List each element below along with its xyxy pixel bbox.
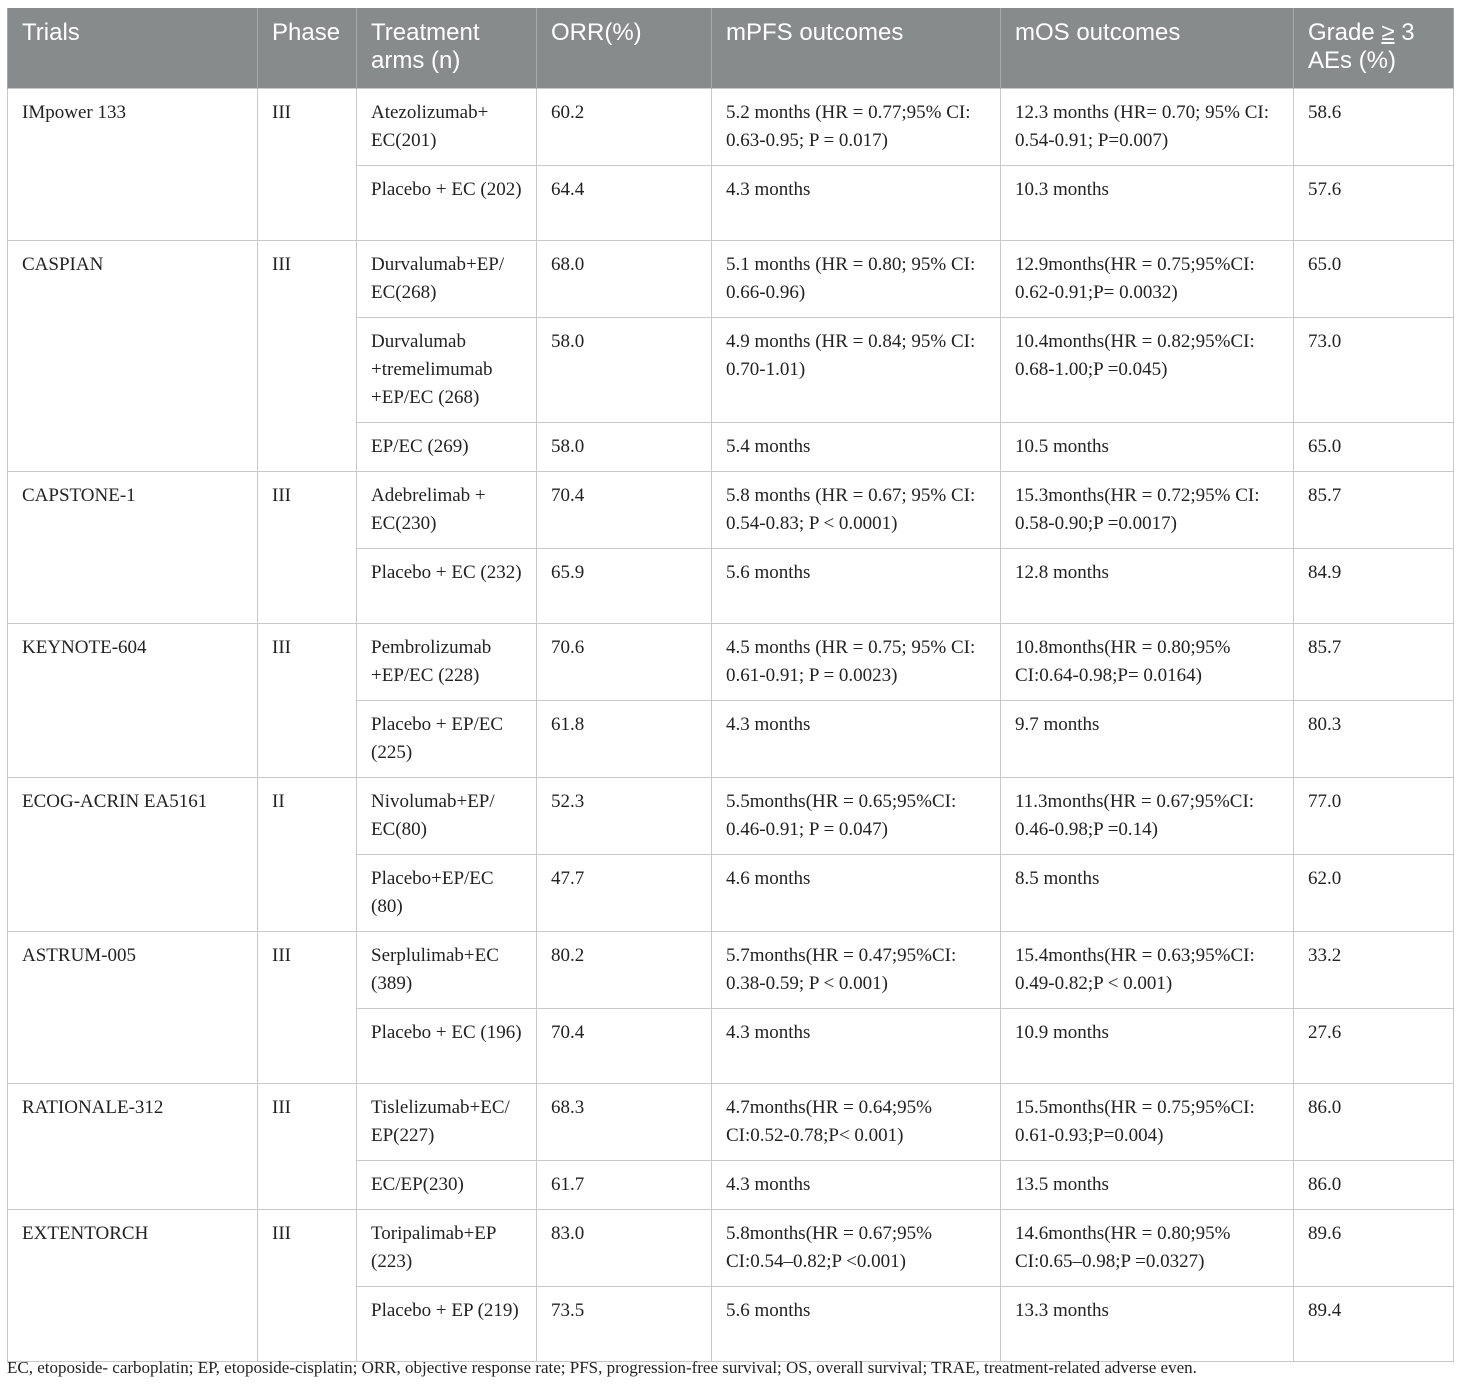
mpfs-value: 5.8 months (HR = 0.67; 95% CI: 0.54-0.83; P < 0.0001): [712, 472, 1001, 549]
mos-value: 10.4months(HR = 0.82;95%CI: 0.68-1.00;P =0.045): [1001, 318, 1294, 423]
mos-value: 10.9 months: [1001, 1009, 1294, 1084]
mpfs-value: 5.2 months (HR = 0.77;95% CI: 0.63-0.95; P = 0.017): [712, 89, 1001, 166]
trial-name: EXTENTORCH: [8, 1210, 258, 1362]
trial-phase: III: [258, 89, 357, 241]
ae-value: 65.0: [1294, 241, 1454, 318]
trial-name: RATIONALE-312: [8, 1084, 258, 1210]
header-orr: ORR(%): [537, 8, 712, 89]
table-row: [8, 932, 1454, 1009]
table-footnote: EC, etoposide- carboplatin; EP, etoposide-cisplatin; ORR, objective response rate; PFS, progression-free survival; OS, overall survival; TRAE, treatment-related adverse even.: [7, 1358, 1197, 1377]
table-row: [8, 472, 1454, 549]
ae-value: 86.0: [1294, 1161, 1454, 1210]
treatment-arm: Atezolizumab+ EC(201): [357, 89, 537, 166]
orr-value: 70.6: [537, 624, 712, 701]
grade-suffix: 3 AEs (%): [1308, 19, 1415, 74]
treatment-arm: EP/EC (269): [357, 423, 537, 472]
trial-phase: II: [258, 778, 357, 932]
ae-value: 33.2: [1294, 932, 1454, 1009]
mos-value: 10.3 months: [1001, 166, 1294, 241]
treatment-arm: Placebo + EC (232): [357, 549, 537, 624]
ae-value: 27.6: [1294, 1009, 1454, 1084]
ae-value: 80.3: [1294, 701, 1454, 778]
ae-value: 77.0: [1294, 778, 1454, 855]
table-row: [8, 1210, 1454, 1287]
orr-value: 61.8: [537, 701, 712, 778]
treatment-arm: Placebo + EC (196): [357, 1009, 537, 1084]
mos-value: 15.4months(HR = 0.63;95%CI: 0.49-0.82;P < 0.001): [1001, 932, 1294, 1009]
mpfs-value: 4.9 months (HR = 0.84; 95% CI: 0.70-1.01): [712, 318, 1001, 423]
grade-prefix: Grade: [1308, 19, 1382, 46]
orr-value: 68.0: [537, 241, 712, 318]
header-trials: Trials: [8, 8, 258, 89]
mos-value: 8.5 months: [1001, 855, 1294, 932]
table-row: [8, 89, 1454, 166]
orr-value: 73.5: [537, 1287, 712, 1362]
mos-value: 12.8 months: [1001, 549, 1294, 624]
trial-name: CASPIAN: [8, 241, 258, 472]
geq-symbol: ≥: [1381, 19, 1395, 46]
trial-phase: III: [258, 1084, 357, 1210]
mos-value: 12.9months(HR = 0.75;95%CI: 0.62-0.91;P= 0.0032): [1001, 241, 1294, 318]
mpfs-value: 4.7months(HR = 0.64;95% CI:0.52-0.78;P< 0.001): [712, 1084, 1001, 1161]
ae-value: 89.6: [1294, 1210, 1454, 1287]
trial-phase: III: [258, 472, 357, 624]
header-phase: Phase: [258, 8, 357, 89]
ae-value: 65.0: [1294, 423, 1454, 472]
treatment-arm: Nivolumab+EP/ EC(80): [357, 778, 537, 855]
mpfs-value: 5.7months(HR = 0.47;95%CI: 0.38-0.59; P < 0.001): [712, 932, 1001, 1009]
trial-phase: III: [258, 932, 357, 1084]
mpfs-value: 4.3 months: [712, 1009, 1001, 1084]
table-row: [8, 778, 1454, 855]
mpfs-value: 5.1 months (HR = 0.80; 95% CI: 0.66-0.96): [712, 241, 1001, 318]
treatment-arm: Toripalimab+EP (223): [357, 1210, 537, 1287]
treatment-arm: Placebo + EC (202): [357, 166, 537, 241]
table-row: [8, 1084, 1454, 1161]
table-row: [8, 624, 1454, 701]
header-treatment-arms: Treatment arms (n): [357, 8, 537, 89]
trial-name: ASTRUM-005: [8, 932, 258, 1084]
orr-value: 70.4: [537, 1009, 712, 1084]
ae-value: 85.7: [1294, 624, 1454, 701]
ae-value: 84.9: [1294, 549, 1454, 624]
trial-name: CAPSTONE-1: [8, 472, 258, 624]
orr-value: 47.7: [537, 855, 712, 932]
trials-table: [7, 8, 1454, 1362]
ae-value: 85.7: [1294, 472, 1454, 549]
mos-value: 15.3months(HR = 0.72;95% CI: 0.58-0.90;P =0.0017): [1001, 472, 1294, 549]
treatment-arm: Durvalumab +tremelimumab +EP/EC (268): [357, 318, 537, 423]
mos-value: 13.3 months: [1001, 1287, 1294, 1362]
treatment-arm: Placebo+EP/EC (80): [357, 855, 537, 932]
mpfs-value: 5.5months(HR = 0.65;95%CI: 0.46-0.91; P = 0.047): [712, 778, 1001, 855]
mpfs-value: 4.3 months: [712, 166, 1001, 241]
mos-value: 10.8months(HR = 0.80;95% CI:0.64-0.98;P= 0.0164): [1001, 624, 1294, 701]
treatment-arm: Placebo + EP (219): [357, 1287, 537, 1362]
trial-phase: III: [258, 624, 357, 778]
treatment-arm: Durvalumab+EP/ EC(268): [357, 241, 537, 318]
orr-value: 58.0: [537, 318, 712, 423]
ae-value: 57.6: [1294, 166, 1454, 241]
orr-value: 58.0: [537, 423, 712, 472]
header-grade-ae: [1294, 8, 1454, 89]
treatment-arm: Pembrolizumab +EP/EC (228): [357, 624, 537, 701]
orr-value: 60.2: [537, 89, 712, 166]
trial-phase: III: [258, 241, 357, 472]
orr-value: 83.0: [537, 1210, 712, 1287]
orr-value: 65.9: [537, 549, 712, 624]
orr-value: 80.2: [537, 932, 712, 1009]
header-mpfs: mPFS outcomes: [712, 8, 1001, 89]
mos-value: 10.5 months: [1001, 423, 1294, 472]
orr-value: 64.4: [537, 166, 712, 241]
trial-name: KEYNOTE-604: [8, 624, 258, 778]
mos-value: 13.5 months: [1001, 1161, 1294, 1210]
orr-value: 61.7: [537, 1161, 712, 1210]
orr-value: 68.3: [537, 1084, 712, 1161]
ae-value: 89.4: [1294, 1287, 1454, 1362]
mpfs-value: 5.8months(HR = 0.67;95% CI:0.54–0.82;P <0.001): [712, 1210, 1001, 1287]
mos-value: 11.3months(HR = 0.67;95%CI: 0.46-0.98;P =0.14): [1001, 778, 1294, 855]
table-row: [8, 241, 1454, 318]
treatment-arm: Adebrelimab + EC(230): [357, 472, 537, 549]
header-mos: mOS outcomes: [1001, 8, 1294, 89]
mos-value: 12.3 months (HR= 0.70; 95% CI: 0.54-0.91; P=0.007): [1001, 89, 1294, 166]
treatment-arm: EC/EP(230): [357, 1161, 537, 1210]
mos-value: 14.6months(HR = 0.80;95% CI:0.65–0.98;P =0.0327): [1001, 1210, 1294, 1287]
trial-name: ECOG-ACRIN EA5161: [8, 778, 258, 932]
mpfs-value: 5.6 months: [712, 549, 1001, 624]
orr-value: 52.3: [537, 778, 712, 855]
mos-value: 9.7 months: [1001, 701, 1294, 778]
trial-name: IMpower 133: [8, 89, 258, 241]
mpfs-value: 5.6 months: [712, 1287, 1001, 1362]
mpfs-value: 4.6 months: [712, 855, 1001, 932]
treatment-arm: Tislelizumab+EC/ EP(227): [357, 1084, 537, 1161]
mpfs-value: 4.3 months: [712, 1161, 1001, 1210]
header-row: [8, 8, 1454, 89]
ae-value: 58.6: [1294, 89, 1454, 166]
treatment-arm: Placebo + EP/EC (225): [357, 701, 537, 778]
mpfs-value: 4.5 months (HR = 0.75; 95% CI: 0.61-0.91; P = 0.0023): [712, 624, 1001, 701]
ae-value: 86.0: [1294, 1084, 1454, 1161]
mpfs-value: 5.4 months: [712, 423, 1001, 472]
ae-value: 73.0: [1294, 318, 1454, 423]
orr-value: 70.4: [537, 472, 712, 549]
mpfs-value: 4.3 months: [712, 701, 1001, 778]
mos-value: 15.5months(HR = 0.75;95%CI: 0.61-0.93;P=0.004): [1001, 1084, 1294, 1161]
ae-value: 62.0: [1294, 855, 1454, 932]
treatment-arm: Serplulimab+EC (389): [357, 932, 537, 1009]
trial-phase: III: [258, 1210, 357, 1362]
